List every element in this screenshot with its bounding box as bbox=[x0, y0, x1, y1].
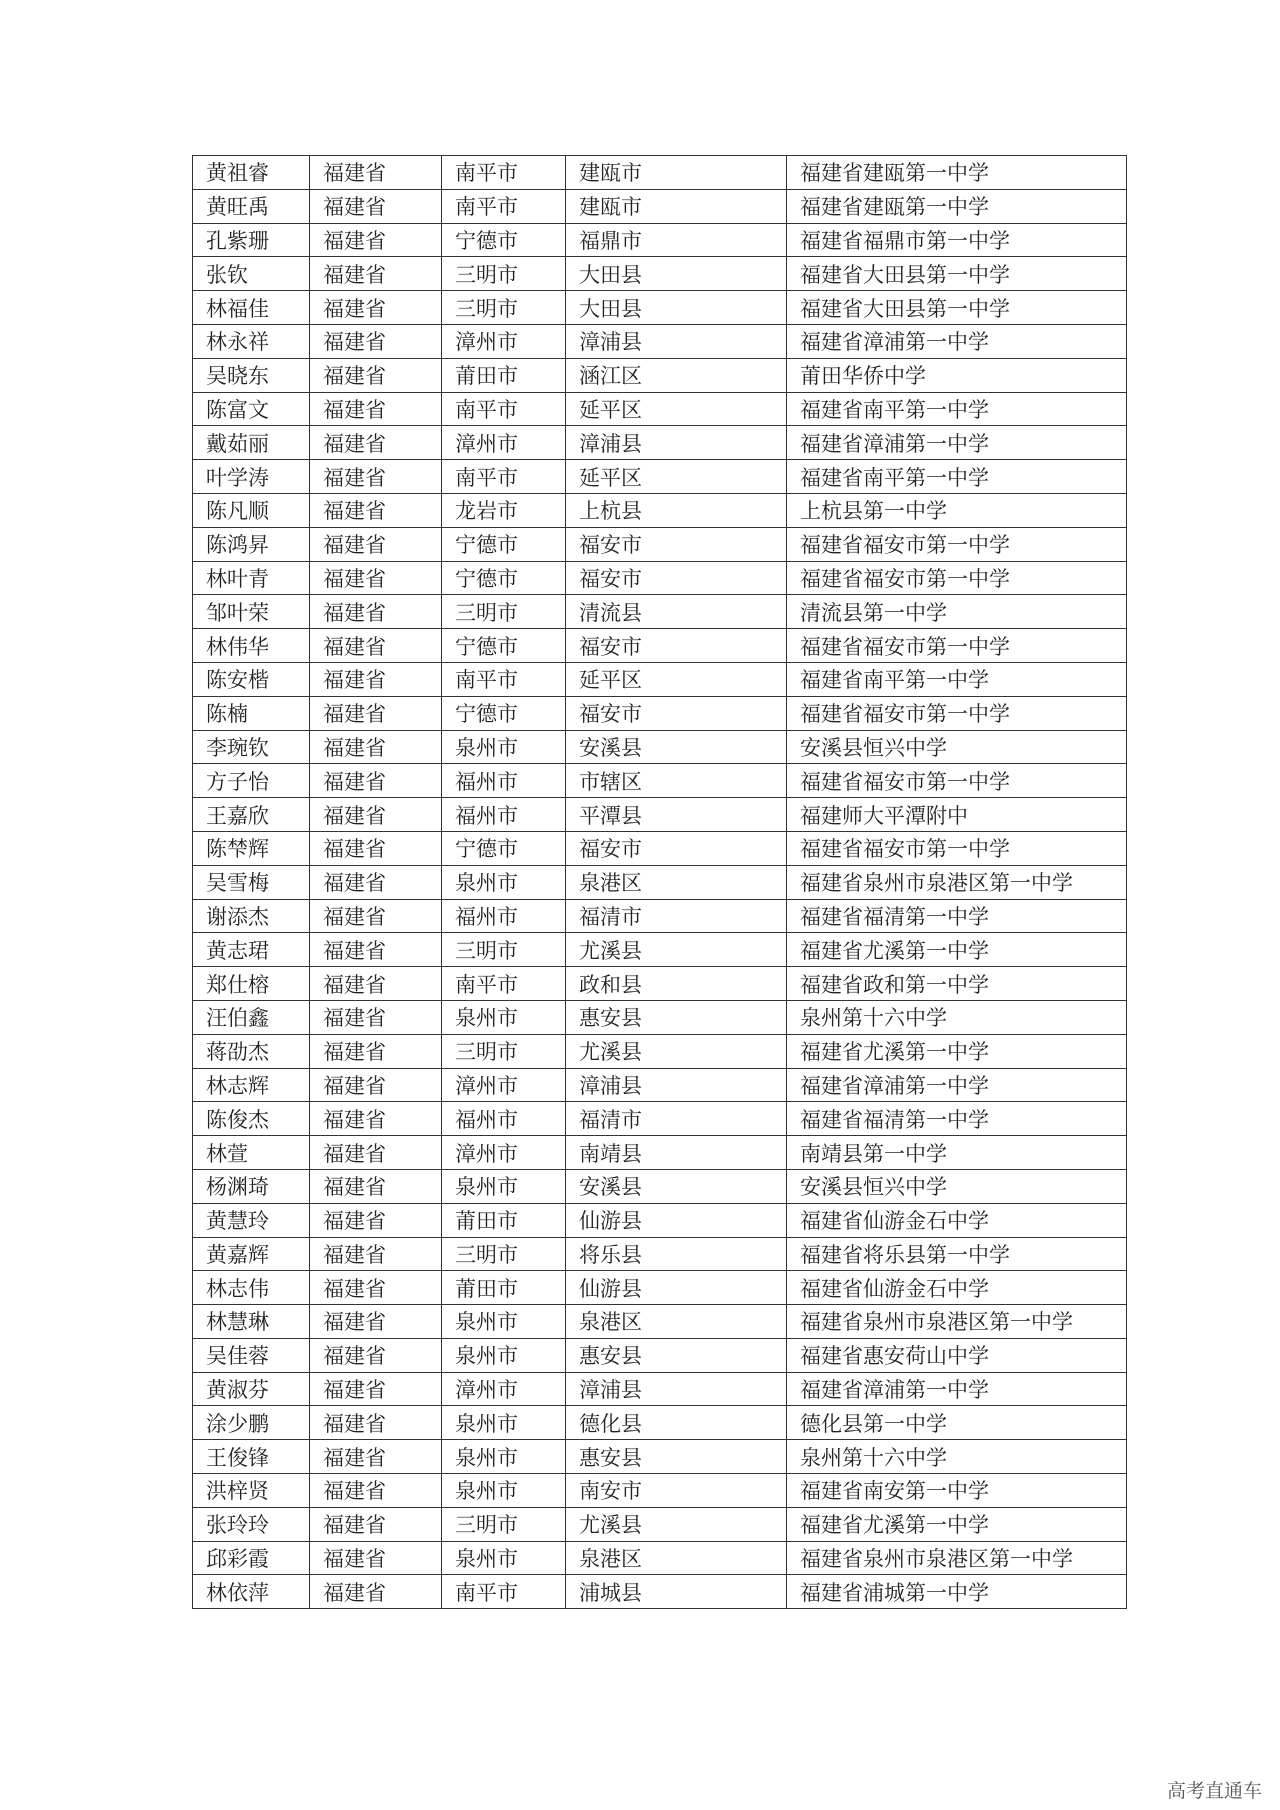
county-cell: 漳浦县 bbox=[566, 426, 787, 460]
name-cell: 邹叶荣 bbox=[193, 595, 310, 629]
county-cell: 惠安县 bbox=[566, 1000, 787, 1034]
county-cell: 仙游县 bbox=[566, 1271, 787, 1305]
city-cell: 泉州市 bbox=[442, 865, 566, 899]
city-cell: 泉州市 bbox=[442, 1305, 566, 1339]
student-table-container bbox=[192, 155, 1127, 1609]
county-cell: 泉港区 bbox=[566, 1541, 787, 1575]
province-cell: 福建省 bbox=[310, 662, 442, 696]
province-cell: 福建省 bbox=[310, 223, 442, 257]
province-cell: 福建省 bbox=[310, 1305, 442, 1339]
table-row bbox=[193, 831, 1127, 865]
name-cell: 黄慧玲 bbox=[193, 1203, 310, 1237]
county-cell: 市辖区 bbox=[566, 764, 787, 798]
name-cell: 黄淑芬 bbox=[193, 1372, 310, 1406]
name-cell: 黄志珺 bbox=[193, 933, 310, 967]
table-row bbox=[193, 1575, 1127, 1609]
city-cell: 漳州市 bbox=[442, 426, 566, 460]
name-cell: 陈俊杰 bbox=[193, 1102, 310, 1136]
table-row bbox=[193, 392, 1127, 426]
table-row bbox=[193, 1474, 1127, 1508]
school-cell: 福建省南平第一中学 bbox=[787, 460, 1127, 494]
table-row bbox=[193, 358, 1127, 392]
name-cell: 郑仕榕 bbox=[193, 967, 310, 1001]
city-cell: 泉州市 bbox=[442, 1541, 566, 1575]
county-cell: 南安市 bbox=[566, 1474, 787, 1508]
school-cell: 福建师大平潭附中 bbox=[787, 798, 1127, 832]
province-cell: 福建省 bbox=[310, 1507, 442, 1541]
county-cell: 漳浦县 bbox=[566, 1372, 787, 1406]
school-cell: 安溪县恒兴中学 bbox=[787, 730, 1127, 764]
table-row bbox=[193, 764, 1127, 798]
province-cell: 福建省 bbox=[310, 1136, 442, 1170]
name-cell: 王俊锋 bbox=[193, 1440, 310, 1474]
school-cell: 福建省尤溪第一中学 bbox=[787, 933, 1127, 967]
name-cell: 李琬钦 bbox=[193, 730, 310, 764]
table-row bbox=[193, 967, 1127, 1001]
name-cell: 陈鸿昇 bbox=[193, 527, 310, 561]
county-cell: 福安市 bbox=[566, 629, 787, 663]
county-cell: 泉港区 bbox=[566, 1305, 787, 1339]
city-cell: 福州市 bbox=[442, 764, 566, 798]
table-row bbox=[193, 426, 1127, 460]
name-cell: 陈富文 bbox=[193, 392, 310, 426]
table-row bbox=[193, 1136, 1127, 1170]
school-cell: 福建省福安市第一中学 bbox=[787, 696, 1127, 730]
city-cell: 三明市 bbox=[442, 1237, 566, 1271]
table-row bbox=[193, 1169, 1127, 1203]
school-cell: 福建省漳浦第一中学 bbox=[787, 1068, 1127, 1102]
school-cell: 福建省福清第一中学 bbox=[787, 1102, 1127, 1136]
province-cell: 福建省 bbox=[310, 696, 442, 730]
table-row bbox=[193, 189, 1127, 223]
table-row bbox=[193, 223, 1127, 257]
table-row bbox=[193, 1034, 1127, 1068]
name-cell: 陈凡顺 bbox=[193, 493, 310, 527]
school-cell: 泉州第十六中学 bbox=[787, 1000, 1127, 1034]
province-cell: 福建省 bbox=[310, 1203, 442, 1237]
school-cell: 福建省仙游金石中学 bbox=[787, 1203, 1127, 1237]
city-cell: 泉州市 bbox=[442, 730, 566, 764]
table-row bbox=[193, 1541, 1127, 1575]
city-cell: 南平市 bbox=[442, 189, 566, 223]
province-cell: 福建省 bbox=[310, 1068, 442, 1102]
city-cell: 泉州市 bbox=[442, 1000, 566, 1034]
city-cell: 莆田市 bbox=[442, 358, 566, 392]
table-row bbox=[193, 1305, 1127, 1339]
table-row bbox=[193, 1068, 1127, 1102]
county-cell: 建瓯市 bbox=[566, 189, 787, 223]
school-cell: 福建省福安市第一中学 bbox=[787, 629, 1127, 663]
county-cell: 惠安县 bbox=[566, 1440, 787, 1474]
province-cell: 福建省 bbox=[310, 460, 442, 494]
county-cell: 涵江区 bbox=[566, 358, 787, 392]
school-cell: 福建省福清第一中学 bbox=[787, 899, 1127, 933]
school-cell: 福建省福安市第一中学 bbox=[787, 831, 1127, 865]
city-cell: 宁德市 bbox=[442, 696, 566, 730]
city-cell: 宁德市 bbox=[442, 629, 566, 663]
table-row bbox=[193, 629, 1127, 663]
province-cell: 福建省 bbox=[310, 629, 442, 663]
province-cell: 福建省 bbox=[310, 1169, 442, 1203]
county-cell: 福安市 bbox=[566, 831, 787, 865]
table-row bbox=[193, 460, 1127, 494]
name-cell: 邱彩霞 bbox=[193, 1541, 310, 1575]
name-cell: 陈安楷 bbox=[193, 662, 310, 696]
province-cell: 福建省 bbox=[310, 426, 442, 460]
province-cell: 福建省 bbox=[310, 561, 442, 595]
name-cell: 涂少鹏 bbox=[193, 1406, 310, 1440]
name-cell: 黄嘉辉 bbox=[193, 1237, 310, 1271]
city-cell: 龙岩市 bbox=[442, 493, 566, 527]
county-cell: 延平区 bbox=[566, 662, 787, 696]
city-cell: 福州市 bbox=[442, 798, 566, 832]
county-cell: 清流县 bbox=[566, 595, 787, 629]
city-cell: 宁德市 bbox=[442, 831, 566, 865]
province-cell: 福建省 bbox=[310, 1406, 442, 1440]
school-cell: 福建省南安第一中学 bbox=[787, 1474, 1127, 1508]
table-row bbox=[193, 595, 1127, 629]
province-cell: 福建省 bbox=[310, 1271, 442, 1305]
county-cell: 福安市 bbox=[566, 561, 787, 595]
name-cell: 洪梓贤 bbox=[193, 1474, 310, 1508]
county-cell: 福清市 bbox=[566, 1102, 787, 1136]
city-cell: 宁德市 bbox=[442, 561, 566, 595]
province-cell: 福建省 bbox=[310, 899, 442, 933]
school-cell: 上杭县第一中学 bbox=[787, 493, 1127, 527]
school-cell: 清流县第一中学 bbox=[787, 595, 1127, 629]
province-cell: 福建省 bbox=[310, 764, 442, 798]
name-cell: 蒋劭杰 bbox=[193, 1034, 310, 1068]
table-row bbox=[193, 1271, 1127, 1305]
county-cell: 安溪县 bbox=[566, 730, 787, 764]
province-cell: 福建省 bbox=[310, 527, 442, 561]
county-cell: 福清市 bbox=[566, 899, 787, 933]
table-row bbox=[193, 1372, 1127, 1406]
city-cell: 漳州市 bbox=[442, 1068, 566, 1102]
name-cell: 林萱 bbox=[193, 1136, 310, 1170]
county-cell: 将乐县 bbox=[566, 1237, 787, 1271]
table-row bbox=[193, 493, 1127, 527]
school-cell: 福建省尤溪第一中学 bbox=[787, 1034, 1127, 1068]
county-cell: 建瓯市 bbox=[566, 156, 787, 190]
name-cell: 林叶青 bbox=[193, 561, 310, 595]
county-cell: 延平区 bbox=[566, 460, 787, 494]
name-cell: 林伟华 bbox=[193, 629, 310, 663]
county-cell: 福鼎市 bbox=[566, 223, 787, 257]
city-cell: 三明市 bbox=[442, 1034, 566, 1068]
table-row bbox=[193, 324, 1127, 358]
city-cell: 三明市 bbox=[442, 1507, 566, 1541]
school-cell: 福建省将乐县第一中学 bbox=[787, 1237, 1127, 1271]
county-cell: 漳浦县 bbox=[566, 324, 787, 358]
city-cell: 三明市 bbox=[442, 933, 566, 967]
province-cell: 福建省 bbox=[310, 358, 442, 392]
school-cell: 福建省南平第一中学 bbox=[787, 392, 1127, 426]
county-cell: 福安市 bbox=[566, 696, 787, 730]
name-cell: 戴茹丽 bbox=[193, 426, 310, 460]
name-cell: 陈梺辉 bbox=[193, 831, 310, 865]
city-cell: 宁德市 bbox=[442, 527, 566, 561]
school-cell: 福建省福安市第一中学 bbox=[787, 561, 1127, 595]
county-cell: 上杭县 bbox=[566, 493, 787, 527]
province-cell: 福建省 bbox=[310, 1541, 442, 1575]
table-row bbox=[193, 561, 1127, 595]
school-cell: 安溪县恒兴中学 bbox=[787, 1169, 1127, 1203]
province-cell: 福建省 bbox=[310, 392, 442, 426]
name-cell: 黄旺禹 bbox=[193, 189, 310, 223]
province-cell: 福建省 bbox=[310, 493, 442, 527]
province-cell: 福建省 bbox=[310, 324, 442, 358]
province-cell: 福建省 bbox=[310, 156, 442, 190]
table-row bbox=[193, 1440, 1127, 1474]
school-cell: 福建省泉州市泉港区第一中学 bbox=[787, 865, 1127, 899]
student-table-body bbox=[193, 156, 1127, 1609]
county-cell: 惠安县 bbox=[566, 1338, 787, 1372]
city-cell: 宁德市 bbox=[442, 223, 566, 257]
province-cell: 福建省 bbox=[310, 967, 442, 1001]
school-cell: 福建省政和第一中学 bbox=[787, 967, 1127, 1001]
county-cell: 大田县 bbox=[566, 291, 787, 325]
name-cell: 叶学涛 bbox=[193, 460, 310, 494]
school-cell: 福建省建瓯第一中学 bbox=[787, 189, 1127, 223]
table-row bbox=[193, 1507, 1127, 1541]
name-cell: 陈楠 bbox=[193, 696, 310, 730]
school-cell: 福建省漳浦第一中学 bbox=[787, 426, 1127, 460]
province-cell: 福建省 bbox=[310, 189, 442, 223]
city-cell: 南平市 bbox=[442, 392, 566, 426]
school-cell: 福建省尤溪第一中学 bbox=[787, 1507, 1127, 1541]
city-cell: 莆田市 bbox=[442, 1203, 566, 1237]
name-cell: 汪伯鑫 bbox=[193, 1000, 310, 1034]
table-row bbox=[193, 257, 1127, 291]
city-cell: 三明市 bbox=[442, 257, 566, 291]
name-cell: 黄祖睿 bbox=[193, 156, 310, 190]
city-cell: 泉州市 bbox=[442, 1474, 566, 1508]
province-cell: 福建省 bbox=[310, 1034, 442, 1068]
table-row bbox=[193, 1237, 1127, 1271]
name-cell: 林福佳 bbox=[193, 291, 310, 325]
table-row bbox=[193, 1406, 1127, 1440]
county-cell: 平潭县 bbox=[566, 798, 787, 832]
city-cell: 三明市 bbox=[442, 595, 566, 629]
province-cell: 福建省 bbox=[310, 730, 442, 764]
name-cell: 张玲玲 bbox=[193, 1507, 310, 1541]
table-row bbox=[193, 899, 1127, 933]
city-cell: 南平市 bbox=[442, 967, 566, 1001]
table-row bbox=[193, 291, 1127, 325]
school-cell: 福建省福鼎市第一中学 bbox=[787, 223, 1127, 257]
province-cell: 福建省 bbox=[310, 1102, 442, 1136]
school-cell: 福建省仙游金石中学 bbox=[787, 1271, 1127, 1305]
school-cell: 福建省漳浦第一中学 bbox=[787, 324, 1127, 358]
name-cell: 吴晓东 bbox=[193, 358, 310, 392]
table-row bbox=[193, 798, 1127, 832]
city-cell: 莆田市 bbox=[442, 1271, 566, 1305]
province-cell: 福建省 bbox=[310, 595, 442, 629]
table-row bbox=[193, 1102, 1127, 1136]
county-cell: 福安市 bbox=[566, 527, 787, 561]
table-row bbox=[193, 156, 1127, 190]
school-cell: 福建省泉州市泉港区第一中学 bbox=[787, 1541, 1127, 1575]
student-table bbox=[192, 155, 1127, 1609]
table-row bbox=[193, 730, 1127, 764]
province-cell: 福建省 bbox=[310, 1372, 442, 1406]
city-cell: 泉州市 bbox=[442, 1406, 566, 1440]
name-cell: 王嘉欣 bbox=[193, 798, 310, 832]
school-cell: 德化县第一中学 bbox=[787, 1406, 1127, 1440]
city-cell: 三明市 bbox=[442, 291, 566, 325]
province-cell: 福建省 bbox=[310, 865, 442, 899]
province-cell: 福建省 bbox=[310, 1338, 442, 1372]
county-cell: 德化县 bbox=[566, 1406, 787, 1440]
city-cell: 漳州市 bbox=[442, 1372, 566, 1406]
county-cell: 尤溪县 bbox=[566, 933, 787, 967]
county-cell: 大田县 bbox=[566, 257, 787, 291]
city-cell: 泉州市 bbox=[442, 1440, 566, 1474]
province-cell: 福建省 bbox=[310, 831, 442, 865]
school-cell: 福建省福安市第一中学 bbox=[787, 764, 1127, 798]
county-cell: 延平区 bbox=[566, 392, 787, 426]
province-cell: 福建省 bbox=[310, 1000, 442, 1034]
county-cell: 政和县 bbox=[566, 967, 787, 1001]
school-cell: 南靖县第一中学 bbox=[787, 1136, 1127, 1170]
table-row bbox=[193, 865, 1127, 899]
name-cell: 杨渊琦 bbox=[193, 1169, 310, 1203]
name-cell: 林慧琳 bbox=[193, 1305, 310, 1339]
school-cell: 莆田华侨中学 bbox=[787, 358, 1127, 392]
school-cell: 泉州第十六中学 bbox=[787, 1440, 1127, 1474]
name-cell: 谢添杰 bbox=[193, 899, 310, 933]
province-cell: 福建省 bbox=[310, 1237, 442, 1271]
name-cell: 张钦 bbox=[193, 257, 310, 291]
city-cell: 南平市 bbox=[442, 1575, 566, 1609]
city-cell: 漳州市 bbox=[442, 1136, 566, 1170]
county-cell: 仙游县 bbox=[566, 1203, 787, 1237]
school-cell: 福建省浦城第一中学 bbox=[787, 1575, 1127, 1609]
province-cell: 福建省 bbox=[310, 933, 442, 967]
name-cell: 林志辉 bbox=[193, 1068, 310, 1102]
county-cell: 南靖县 bbox=[566, 1136, 787, 1170]
table-row bbox=[193, 1000, 1127, 1034]
city-cell: 漳州市 bbox=[442, 324, 566, 358]
county-cell: 尤溪县 bbox=[566, 1034, 787, 1068]
city-cell: 南平市 bbox=[442, 156, 566, 190]
name-cell: 吴雪梅 bbox=[193, 865, 310, 899]
table-row bbox=[193, 662, 1127, 696]
table-row bbox=[193, 696, 1127, 730]
city-cell: 福州市 bbox=[442, 1102, 566, 1136]
name-cell: 林永祥 bbox=[193, 324, 310, 358]
school-cell: 福建省泉州市泉港区第一中学 bbox=[787, 1305, 1127, 1339]
county-cell: 泉港区 bbox=[566, 865, 787, 899]
county-cell: 尤溪县 bbox=[566, 1507, 787, 1541]
city-cell: 泉州市 bbox=[442, 1169, 566, 1203]
province-cell: 福建省 bbox=[310, 291, 442, 325]
county-cell: 浦城县 bbox=[566, 1575, 787, 1609]
school-cell: 福建省大田县第一中学 bbox=[787, 291, 1127, 325]
school-cell: 福建省建瓯第一中学 bbox=[787, 156, 1127, 190]
school-cell: 福建省南平第一中学 bbox=[787, 662, 1127, 696]
county-cell: 漳浦县 bbox=[566, 1068, 787, 1102]
province-cell: 福建省 bbox=[310, 257, 442, 291]
province-cell: 福建省 bbox=[310, 1440, 442, 1474]
city-cell: 南平市 bbox=[442, 460, 566, 494]
school-cell: 福建省福安市第一中学 bbox=[787, 527, 1127, 561]
name-cell: 方子怡 bbox=[193, 764, 310, 798]
province-cell: 福建省 bbox=[310, 798, 442, 832]
name-cell: 林依萍 bbox=[193, 1575, 310, 1609]
school-cell: 福建省漳浦第一中学 bbox=[787, 1372, 1127, 1406]
table-row bbox=[193, 1203, 1127, 1237]
city-cell: 泉州市 bbox=[442, 1338, 566, 1372]
name-cell: 孔紫珊 bbox=[193, 223, 310, 257]
city-cell: 南平市 bbox=[442, 662, 566, 696]
province-cell: 福建省 bbox=[310, 1575, 442, 1609]
name-cell: 吴佳蓉 bbox=[193, 1338, 310, 1372]
table-row bbox=[193, 527, 1127, 561]
watermark-text: 高考直通车 bbox=[1166, 1780, 1262, 1802]
city-cell: 福州市 bbox=[442, 899, 566, 933]
table-row bbox=[193, 933, 1127, 967]
province-cell: 福建省 bbox=[310, 1474, 442, 1508]
name-cell: 林志伟 bbox=[193, 1271, 310, 1305]
school-cell: 福建省大田县第一中学 bbox=[787, 257, 1127, 291]
county-cell: 安溪县 bbox=[566, 1169, 787, 1203]
school-cell: 福建省惠安荷山中学 bbox=[787, 1338, 1127, 1372]
table-row bbox=[193, 1338, 1127, 1372]
